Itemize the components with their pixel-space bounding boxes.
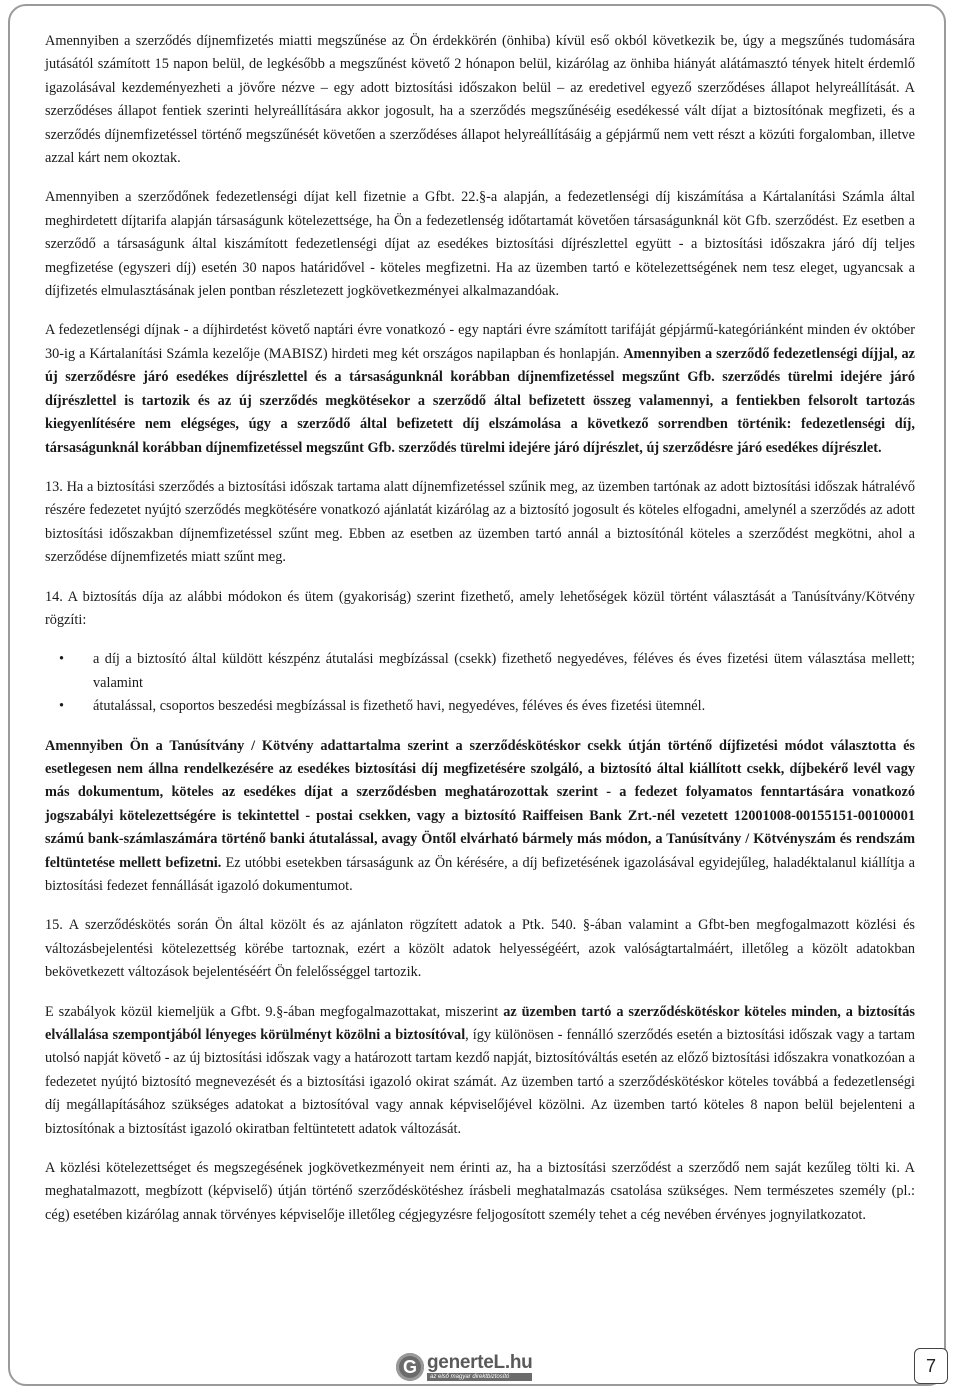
fee-tariff-bold-text: Amennyiben a szerződő fedezetlenségi díjjal, az új szerződésre járó esedékes díjrészlettel és a társaságunknál korábban díjnemfizetéssel megszűnt Gfb. szerződés türelmi idejére járó díjrészlettel is tartozik és az új szerződés megkötésekor a szerződő által befizetett összeg valamennyi, a fentiekben felsorolt tartozás kiegyenlítésére nem elégséges, úgy a szerződő által befizetett díj elszámolása a következő sorrendben történik: fedezetlenségi díj, társaságunknál korábban díjnemfizetéssel megszűnt Gfb. szerződés türelmi idejére járó díjrészlet, új szerződésre járó esedékes díjrészlet. [45, 345, 915, 456]
payment-methods-list [45, 648, 915, 718]
disclosure-text-a: E szabályok közül kiemeljük a Gfbt. 9.§-ában megfogalmazottakat, miszerint [45, 1003, 504, 1020]
disclosure-bold-text: az üzemben tartó a szerződéskötéskor köteles minden, a biztosítás elvállalása szempontjából lényeges körülményt közölni a biztosítóval [45, 1003, 915, 1044]
fee-tariff-text: A fedezetlenségi díjnak - a díjhirdetést követő naptári évre vonatkozó - egy naptári évre számított tarifáját gépjármű-kategóriánként minden év október 30-ig a Kártalanítási Számla kezelője (MABISZ) hirdeti meg két országos napilapban és honlapján. [45, 322, 915, 362]
paragraph-section-15: 15. A szerződéskötés során Ön által közölt és az ajánlaton rögzített adatok a Ptk. 540. §-ában valamint a Gfbt-ben megfogalmazott közlési és változásbejelentési kötelezettség körébe tartoznak, ezért a közölt adatok helyességéért, azok valóságtartalmáért, illetőleg a közölt adatokban bekövetkezett változások bejelentéséért Ön felelősséggel tartozik. [45, 917, 915, 981]
disclosure-text-b: , így különösen - fennálló szerződés esetén a biztosítási időszak vagy a tartam utolsó napját követő - az új biztosítási időszak vagy a határozott tartam kezdő napját, biztosítóváltás esetén az előző biztosítási időszakra vonatkozóan a fedezetet nyújtó biztosító megnevezését és a biztosítási igazoló okirat számát. Az üzemben tartó a szerződéskötéskor köteles továbbá a fedezetlenségi díj megállapításához szükséges adatokat a biztosítóval vagy annak képviselőjével közölni. Az üzemben tartó köteles 8 napon belül bejelenteni a biztosítónak a biztosítást igazoló okiratban feltüntetett adatok változását. [45, 1027, 915, 1137]
paragraph-section-14: 14. A biztosítás díja az alábbi módokon és ütem (gyakoriság) szerint fizethető, amely lehetőségek közül történt választását a Tanúsítvány/Kötvény rögzíti: [45, 588, 915, 628]
genertel-logo-icon: G [396, 1353, 424, 1381]
paragraph-fee-tariff [45, 319, 915, 459]
paragraph-disclosure-obligation: A közlési kötelezettséget és megszegésének jogkövetkezményeit nem érinti az, ha a biztosítási szerződést a szerződő nem saját kezűleg tölti ki. A meghatalmazott, megbízott (képviselő) útján történő szerződéskötéshez írásbeli meghatalmazás csatolása szükséges. Nem természetes személy (pl.: cég) esetében kizárólag annak törvényes képviselője illetőleg cégjegyzésre feljogosított személy tehet a cég nevében érvényes jognyilatkozatot. [45, 1160, 915, 1223]
logo-text [427, 1353, 532, 1381]
list-item [45, 648, 915, 695]
logo-name: generteL.hu [427, 1352, 533, 1373]
bullet-icon: • [59, 651, 65, 668]
cheque-payment-text: Ez utóbbi esetekben társaságunk az Ön kérésére, a díj befizetésének igazolásával egyidejűleg, haladéktalanul kiállítja a biztosítási fedezet fennállását igazoló dokumentumot. [45, 854, 916, 894]
list-item-text: átutalással, csoportos beszedési megbízással is fizethető havi, negyedéves, féléves és éves fizetési ütemnél. [93, 698, 706, 715]
paragraph-uninsured-fee: Amennyiben a szerződőnek fedezetlenségi díjat kell fizetnie a Gfbt. 22.§-a alapján, a fedezetlenségi díj kiszámítása a Kártalanítási Számla által meghirdetett díjtarifa alapján társaságunk kötelezettsége, ha Ön a fedezetlenség időtartamát követően társaságunknál köt Gfb. szerződést. Ez esetben a szerződő a társaságunk által kiszámított fedezetlenségi díjat az esedékes biztosítási díjrészlettel együtt - a biztosítási időszakra járó díj teljes megfizetése (egyszeri díj) esetén 30 napos határidővel - köteles megfizetni. Ha az üzemben tartó e kötelezettségének nem tesz eleget, ugyancsak a díjfizetés elmulasztásának jelen pontban részletezett jogkövetkezményei alkalmazandóak. [45, 189, 915, 300]
page-number: 7 [914, 1348, 948, 1384]
paragraph-cheque-payment [45, 735, 915, 899]
paragraph-section-13: 13. Ha a biztosítási szerződés a biztosítási időszak tartama alatt díjnemfizetéssel szűnik meg, az üzemben tartónak az adott biztosítási időszak hátralévő részére fedezetet nyújtó szerződés megkötésére vonatkozó ajánlatát kizárólag az a biztosító jogosult és köteles elfogadni, amelynél a szerződés az adott biztosítási időszakban díjnemfizetéssel szűnt meg. Ebben az esetben az üzemben tartó annál a biztosítónál köteles a szerződést megkötni, ahol a szerződése díjnemfizetés miatt szűnt meg. [45, 478, 915, 566]
list-item [45, 695, 915, 718]
logo-tagline: az első magyar direktbiztosító [427, 1373, 532, 1381]
paragraph-disclosure-rules [45, 1001, 915, 1141]
bullet-icon: • [59, 698, 65, 715]
list-item-text: a díj a biztosító által küldött készpénz átutalási megbízással (csekk) fizethető negyedéves, féléves és éves fizetési ütem választása mellett; valamint [93, 651, 915, 691]
cheque-payment-bold-text: Amennyiben Ön a Tanúsítvány / Kötvény adattartalma szerint a szerződéskötéskor csekk útján történő díjfizetési módot választotta és esetlegesen nem állna rendelkezésére az esedékes biztosítási díj megfizetésére szolgáló, a biztosító által kiállított csekk, díjbekérő levél vagy más dokumentum, köteles az esedékes díjat a szerződésben meghatározottak szerint - a fedezet folyamatos fenntartására vonatkozó jogszabályi kötelezettségére is tekintettel - postai csekken, vagy a biztosító Raiffeisen Bank Zrt.-nél vezetett 12001008-00155151-00100001 számú bank-számlaszámára történő banki átutalással, avagy Öntől elvárható bármely más módon, a Tanúsítvány / Kötvényszám és rendszám feltüntetése mellett befizetni. [45, 737, 915, 871]
genertel-logo [396, 1352, 532, 1382]
document-body [45, 30, 915, 1243]
paragraph-restoration: Amennyiben a szerződés díjnemfizetés miatti megszűnése az Ön érdekkörén (önhiba) kívül eső okból következik be, úgy a megszűnés tudomására jutásától számított 15 napon belül, de legkésőbb a megszűnést követő 2 hónapon belül, kizárólag az önhiba hiányát alátámasztó tények hitelt érdemlő igazolásával kezdeményezheti a jövőre nézve – egy adott biztosítási időszakon belül – az eredetivel egyező szerződéses állapot helyreállítását. A szerződéses állapot fentiek szerinti helyreállítására akkor jogosult, ha a szerződés megszűnéséig esedékessé vált díjat a biztosítónak megfizeti, és a szerződés díjnemfizetéssel történő megszűnését követően a szerződéses állapot helyreállításáig a gépjármű nem vett részt a közúti forgalomban, illetve azzal kárt nem okoztak. [45, 33, 915, 167]
